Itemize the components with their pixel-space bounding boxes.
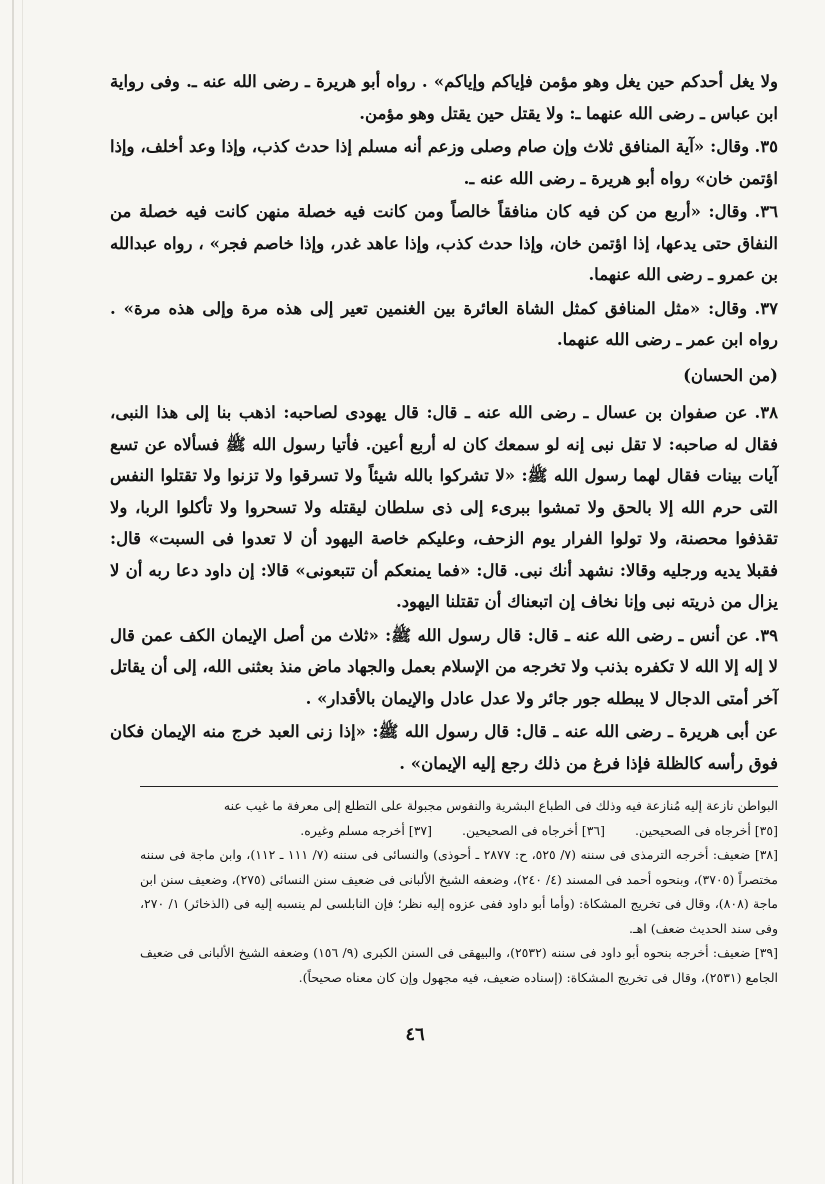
footnotes: [140, 794, 778, 990]
paragraph-36: [110, 196, 778, 291]
scan-edge: [12, 0, 14, 1184]
section-subheading: (من الحسان): [683, 365, 778, 385]
footnote-row: [140, 819, 778, 844]
main-text: [110, 66, 778, 781]
paragraph-text: وقال: «مثل المنافق كمثل الشاة العائرة بين الغنمين تعير إلى هذه مرة وإلى هذه مرة» . رواه ابن عمر ـ رضى الله عنهما.: [110, 298, 778, 349]
paragraph-number: ٣٥.: [754, 137, 778, 156]
paragraph-text: عن صفوان بن عسال ـ رضى الله عنه ـ قال: قال يهودى لصاحبه: اذهب بنا إلى هذا النبى، فقال له صاحبه: لا تقل نبى إنه لو سمعك كان له أربع أعين. فأتيا رسول الله ﷺ فسألاه عن تسع آيات بينات فقال لهما رسول الله ﷺ: «لا تشركوا بالله شيئاً ولا تسرقوا ولا تزنوا ولا تقتلوا النفس التى حرم الله إلا بالحق ولا تمشوا ببرىء إلى ذى سلطان ليقتله ولا تسحروا ولا تأكلوا الربا، ولا تقذفوا محصنة، ولا تولوا الفرار يوم الزحف، وعليكم خاصة اليهود أن لا تعدوا فى السبت» قال: فقبلا يديه ورجليه وقالا: نشهد أنك نبى. قال: «فما يمنعكم أن تتبعونى» قالا: إن داود دعا ربه أن لا يزال من ذريته نبى وإنا نخاف إن اتبعناك أن تقتلنا اليهود.: [110, 403, 778, 611]
scan-edge: [22, 0, 23, 1184]
paragraph-number: ٣٩.: [754, 625, 778, 645]
footnote-divider: [140, 786, 778, 787]
paragraph-35: [110, 131, 778, 194]
paragraph-34: ولا يغل أحدكم حين يغل وهو مؤمن فإياكم وإياكم» . رواه أبو هريرة ـ رضى الله عنه ـ. وفى رواية ابن عباس ـ رضى الله عنهما ـ: ولا يقتل حين يقتل وهو مؤمن.: [110, 72, 778, 123]
paragraph-text: وقال: «آية المنافق ثلاث وإن صام وصلى وزعم أنه مسلم إذا حدث كذب، وإذا وعد أخلف، وإذا اؤتمن خان» رواه أبو هريرة ـ رضى الله عنه ـ.: [110, 137, 778, 188]
paragraph-number: ٣٦.: [754, 202, 778, 221]
footnote-39: [٣٩] ضعيف: أخرجه بنحوه أبو داود فى سننه (٢٥٣٢)، والبيهقى فى السنن الكبرى (٩/ ١٥٦) وضعفه الشيخ الألبانى فى ضعيف الجامع (٢٥٣١)، وقال فى تخريج المشكاة: (إسناده ضعيف، فيه مجهول وإن كان معناه صحيحاً).: [140, 945, 779, 985]
paragraph-text: وقال: «أربع من كن فيه كان منافقاً خالصاً ومن كانت فيه خصلة منهن كانت فيه خصلة من النفاق حتى يدعها، إذا اؤتمن خان، وإذا حدث كذب، وإذا عاهد غدر، وإذا خاصم فجر» ، رواه عبدالله بن عمرو ـ رضى الله عنهما.: [110, 202, 778, 284]
paragraph-38: [110, 397, 778, 618]
footnote-36: [٣٦] أخرجاه فى الصحيحين.: [462, 822, 606, 838]
paragraph-39: [110, 620, 778, 715]
paragraph-37: [110, 293, 778, 356]
page-number: ٤٦: [405, 1024, 425, 1045]
footnote-37: [٣٧] أخرجه مسلم وغيره.: [300, 822, 433, 838]
footnote-38: [٣٨] ضعيف: أخرجه الترمذى فى سننه (٧/ ٥٢٥، ح: ٢٨٧٧ ـ أحوذى) والنسائى فى سننه (٧/ ١١١ ـ ١١٢)، وابن ماجة فى سننه مختصراً (٣٧٠٥)، وبنحوه أحمد فى المسند (٤/ ٢٤٠)، وضعفه الشيخ الألبانى فى ضعيف سنن النسائى (٢٧٥)، وضعيف سنن ابن ماجة (٨٠٨)، وقال فى تخريج المشكاة: (وأما أبو داود ففى عزوه إليه نظر؛ فإن النابلسى لم ينسبه إليه فى (الذخائر) ١/ ٢٧٠، وفى سند الحديث ضعف) اهـ.: [140, 847, 779, 936]
paragraph-number: ٣٨.: [754, 403, 778, 422]
footnote-lead: البواطن نازعة إليه مُنازعة فيه وذلك فى الطباع البشرية والنفوس مجبولة على التطلع إلى معرفة ما غيب عنه: [223, 798, 778, 813]
paragraph-text: عن أنس ـ رضى الله عنه ـ قال: قال رسول الله ﷺ: «ثلاث من أصل الإيمان الكف عمن قال لا إله إلا الله لا تكفره بذنب ولا تخرجه من الإسلام بعمل والجهاد ماض منذ بعثنى الله، إلى أن يقاتل آخر أمتى الدجال لا يبطله جور جائر ولا عدل عادل والإيمان بالأقدار» .: [110, 625, 778, 708]
paragraph-number: ٣٧.: [754, 298, 778, 318]
paragraph-40: عن أبى هريرة ـ رضى الله عنه ـ قال: قال رسول الله ﷺ: «إذا زنى العبد خرج منه الإيمان فكان فوق رأسه كالظلة فإذا فرغ من ذلك رجع إليه الإيمان» .: [110, 722, 778, 773]
footnote-35: [٣٥] أخرجاه فى الصحيحين.: [635, 822, 778, 838]
